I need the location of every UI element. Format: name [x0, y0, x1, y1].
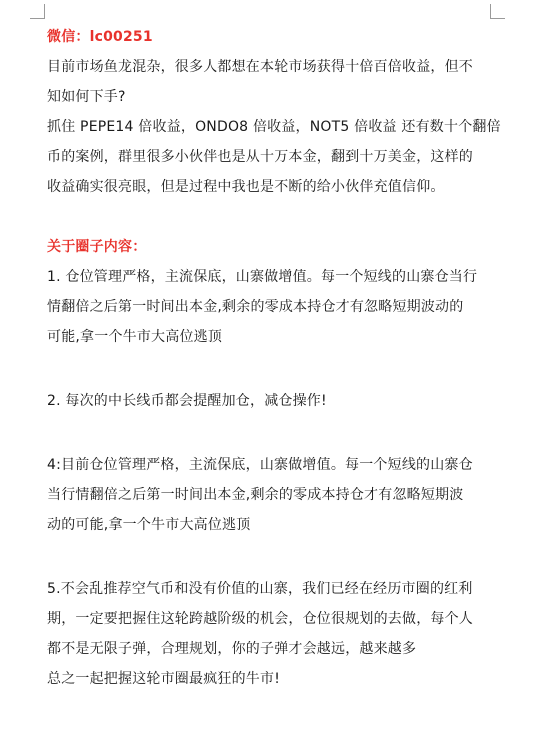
list-item-line: 可能,拿一个牛市大高位逃顶 — [47, 329, 223, 345]
list-item-line: 都不是无限子弹，合理规划，你的子弹才会越远，越来越多 — [47, 641, 417, 657]
list-item-line: 5.不会乱推荐空气币和没有价值的山寨，我们已经在经历市圈的红利 — [47, 581, 473, 597]
spacer — [47, 540, 495, 574]
intro-line: 币的案例，群里很多小伙伴也是从十万本金，翻到十万美金，这样的 — [47, 149, 473, 165]
spacer — [47, 352, 495, 386]
spacer — [47, 202, 495, 232]
list-item-4 — [47, 450, 495, 540]
intro-paragraph — [47, 52, 501, 202]
list-item-line: 1. 仓位管理严格，主流保底，山寨做增值。每一个短线的山寨仓当行 — [47, 269, 478, 285]
list-item-line: 动的可能,拿一个牛市大高位逃顶 — [47, 517, 251, 533]
intro-line: 收益确实很亮眼，但是过程中我也是不断的给小伙伴充值信仰。 — [47, 179, 445, 195]
intro-line: 目前市场鱼龙混杂，很多人都想在本轮市场获得十倍百倍收益，但不 — [47, 59, 473, 75]
contact-id: lc00251 — [89, 29, 153, 45]
list-item-line: 总之一起把握这轮市圈最疯狂的牛市! — [47, 671, 281, 687]
list-item-line: 4:目前仓位管理严格，主流保底，山寨做增值。每一个短线的山寨仓 — [47, 457, 473, 473]
page-corner-mark-right — [490, 4, 505, 19]
list-item-line: 2. 每次的中长线币都会提醒加仓，减仓操作! — [47, 393, 327, 409]
intro-line: 抓住 PEPE14 倍收益，ONDO8 倍收益，NOT5 倍收益 还有数十个翻倍 — [47, 119, 501, 135]
list-item-5 — [47, 574, 495, 694]
page-corner-mark-left — [30, 4, 45, 19]
section-heading: 关于圈子内容： — [47, 239, 147, 255]
list-item-2 — [47, 386, 495, 416]
contact-line — [47, 22, 495, 52]
contact-label: 微信： — [47, 29, 90, 45]
document-page — [47, 22, 501, 694]
list-item-line: 情翻倍之后第一时间出本金,剩余的零成本持仓才有忽略短期波动的 — [47, 299, 464, 315]
list-item-line: 当行情翻倍之后第一时间出本金,剩余的零成本持仓才有忽略短期波 — [47, 487, 464, 503]
list-item-line: 期，一定要把握住这轮跨越阶级的机会，仓位很规划的去做，每个人 — [47, 611, 473, 627]
list-item-1 — [47, 262, 495, 352]
spacer — [47, 416, 495, 450]
intro-line: 知如何下手? — [47, 89, 126, 105]
